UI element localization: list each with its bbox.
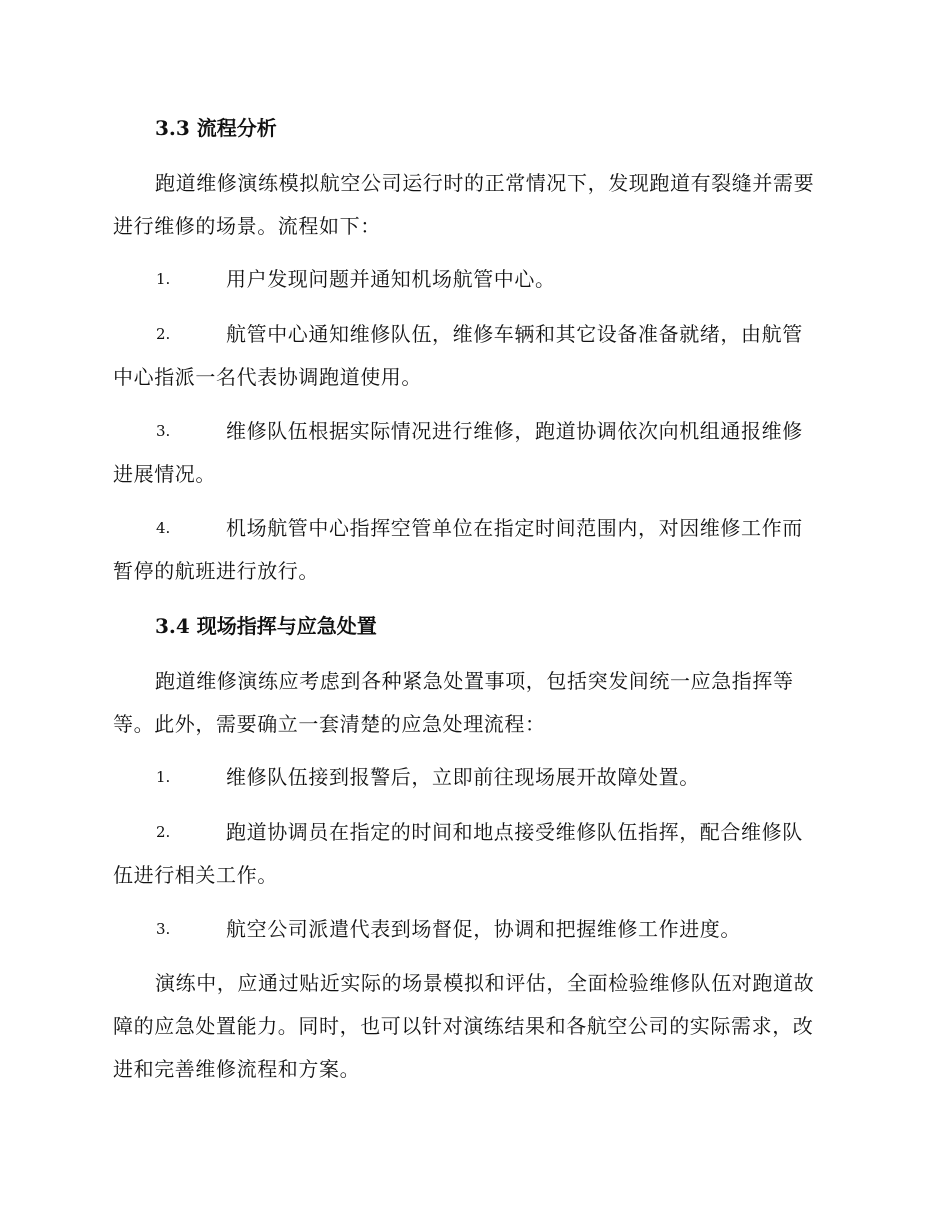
list-item bbox=[113, 258, 833, 301]
section-intro-3-4: 跑道维修演练应考虑到各种紧急处置事项，包括突发间统一应急指挥等等。此外，需要确立一套清楚的应急处理流程： bbox=[113, 669, 794, 736]
list-item-text-continued: 伍进行相关工作。 bbox=[113, 863, 278, 887]
list-item-text: 跑道协调员在指定的时间和地点接受维修队伍指挥，配合维修队 bbox=[226, 820, 803, 844]
list-item bbox=[113, 507, 833, 593]
list-item bbox=[113, 410, 833, 496]
list-item-number: 2. bbox=[156, 325, 171, 343]
list-item bbox=[113, 756, 833, 799]
list-item-text-continued: 进展情况。 bbox=[113, 462, 216, 486]
list-item-text-continued: 中心指派一名代表协调跑道使用。 bbox=[113, 365, 422, 389]
section-intro-3-3: 跑道维修演练模拟航空公司运行时的正常情况下，发现跑道有裂缝并需要进行维修的场景。流程如下： bbox=[113, 171, 815, 238]
list-item-text: 机场航管中心指挥空管单位在指定时间范围内，对因维修工作而 bbox=[226, 516, 803, 540]
list-item-text: 维修队伍接到报警后，立即前往现场展开故障处置。 bbox=[226, 765, 700, 789]
list-item bbox=[113, 313, 833, 399]
list-item bbox=[113, 908, 833, 951]
section-heading-3-4: 3.4 现场指挥与应急处置 bbox=[155, 614, 377, 638]
list-item-text: 维修队伍根据实际情况进行维修，跑道协调依次向机组通报维修 bbox=[226, 419, 803, 443]
list-item-number: 4. bbox=[156, 519, 171, 537]
list-item-text: 航空公司派遣代表到场督促，协调和把握维修工作进度。 bbox=[226, 917, 741, 941]
list-item-number: 3. bbox=[156, 422, 171, 440]
list-item-number: 1. bbox=[156, 270, 171, 288]
section-heading-3-3: 3.3 流程分析 bbox=[155, 116, 277, 140]
list-item-number: 3. bbox=[156, 920, 171, 938]
list-item-text: 航管中心通知维修队伍，维修车辆和其它设备准备就绪，由航管 bbox=[226, 322, 803, 346]
list-item-number: 1. bbox=[156, 768, 171, 786]
list-item bbox=[113, 811, 833, 897]
list-item-text-continued: 暂停的航班进行放行。 bbox=[113, 559, 319, 583]
section-conclusion: 演练中，应通过贴近实际的场景模拟和评估，全面检验维修队伍对跑道故障的应急处置能力。同时，也可以针对演练结果和各航空公司的实际需求，改进和完善维修流程和方案。 bbox=[113, 971, 815, 1081]
list-item-text: 用户发现问题并通知机场航管中心。 bbox=[226, 267, 556, 291]
list-item-number: 2. bbox=[156, 823, 171, 841]
